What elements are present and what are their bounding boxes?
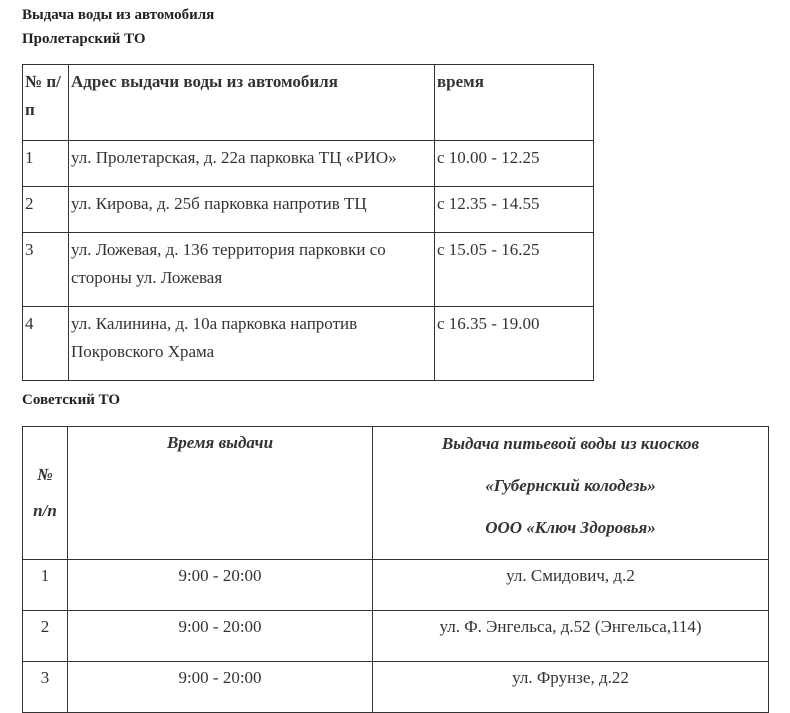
- row-address: [69, 233, 435, 307]
- table-row: [23, 233, 594, 307]
- row-address: ул. Фрунзе, д.22: [373, 662, 769, 713]
- row-address-line2: стороны ул. Ложевая: [71, 268, 223, 287]
- page-title: Выдача воды из автомобиля: [22, 7, 215, 23]
- table-row: [23, 307, 594, 381]
- row-time: с 16.35 - 19.00: [435, 307, 594, 381]
- header-number-line1: № п/: [25, 72, 61, 91]
- header-address: Адрес выдачи воды из автомобиля: [69, 65, 435, 141]
- header-kiosk-line3: ООО «Ключ Здоровья»: [485, 518, 656, 537]
- row-time: 9:00 - 20:00: [68, 611, 373, 662]
- header-kiosk: [373, 427, 769, 560]
- header-number-line2: п/п: [33, 501, 57, 520]
- table-row: [23, 560, 769, 611]
- table-row: [23, 141, 594, 187]
- table-row: [23, 611, 769, 662]
- row-time: с 10.00 - 12.25: [435, 141, 594, 187]
- header-time: время: [435, 65, 594, 141]
- row-address: ул. Смидович, д.2: [373, 560, 769, 611]
- header-kiosk-line2: «Губернский колодезь»: [485, 476, 656, 495]
- table-header-row: [23, 65, 594, 141]
- row-time: с 15.05 - 16.25: [435, 233, 594, 307]
- header-number-line2: п: [25, 100, 35, 119]
- row-address-line1: ул. Ложевая, д. 136 территория парковки со: [71, 240, 386, 259]
- row-number: 3: [23, 233, 69, 307]
- district-heading-proletarsky: Пролетарский ТО: [22, 31, 146, 47]
- row-address: [69, 187, 435, 233]
- header-number-line1: №: [37, 465, 53, 484]
- row-address: ул. Ф. Энгельса, д.52 (Энгельса,114): [373, 611, 769, 662]
- row-number: 1: [23, 560, 68, 611]
- row-time: 9:00 - 20:00: [68, 560, 373, 611]
- row-address-line1: ул. Кирова, д. 25б парковка напротив ТЦ: [71, 194, 367, 213]
- table-row: [23, 187, 594, 233]
- row-number: 2: [23, 611, 68, 662]
- row-time: с 12.35 - 14.55: [435, 187, 594, 233]
- row-number: 3: [23, 662, 68, 713]
- table-header-row: [23, 427, 769, 560]
- district-heading-sovetsky: Советский ТО: [22, 392, 121, 408]
- kiosk-water-table: [22, 426, 769, 713]
- row-address: [69, 307, 435, 381]
- row-number: 2: [23, 187, 69, 233]
- row-number: 4: [23, 307, 69, 381]
- row-address-line2: Покровского Храма: [71, 342, 215, 361]
- row-address: [69, 141, 435, 187]
- row-time: 9:00 - 20:00: [68, 662, 373, 713]
- row-address-line1: ул. Пролетарская, д. 22а парковка ТЦ «РИО»: [71, 148, 397, 167]
- truck-water-table: [22, 64, 594, 381]
- row-address-line1: ул. Калинина, д. 10а парковка напротив: [71, 314, 358, 333]
- row-number: 1: [23, 141, 69, 187]
- header-number: [23, 65, 69, 141]
- header-number: [23, 427, 68, 560]
- header-time: Время выдачи: [68, 427, 373, 560]
- header-kiosk-line1: Выдача питьевой воды из киосков: [441, 434, 700, 453]
